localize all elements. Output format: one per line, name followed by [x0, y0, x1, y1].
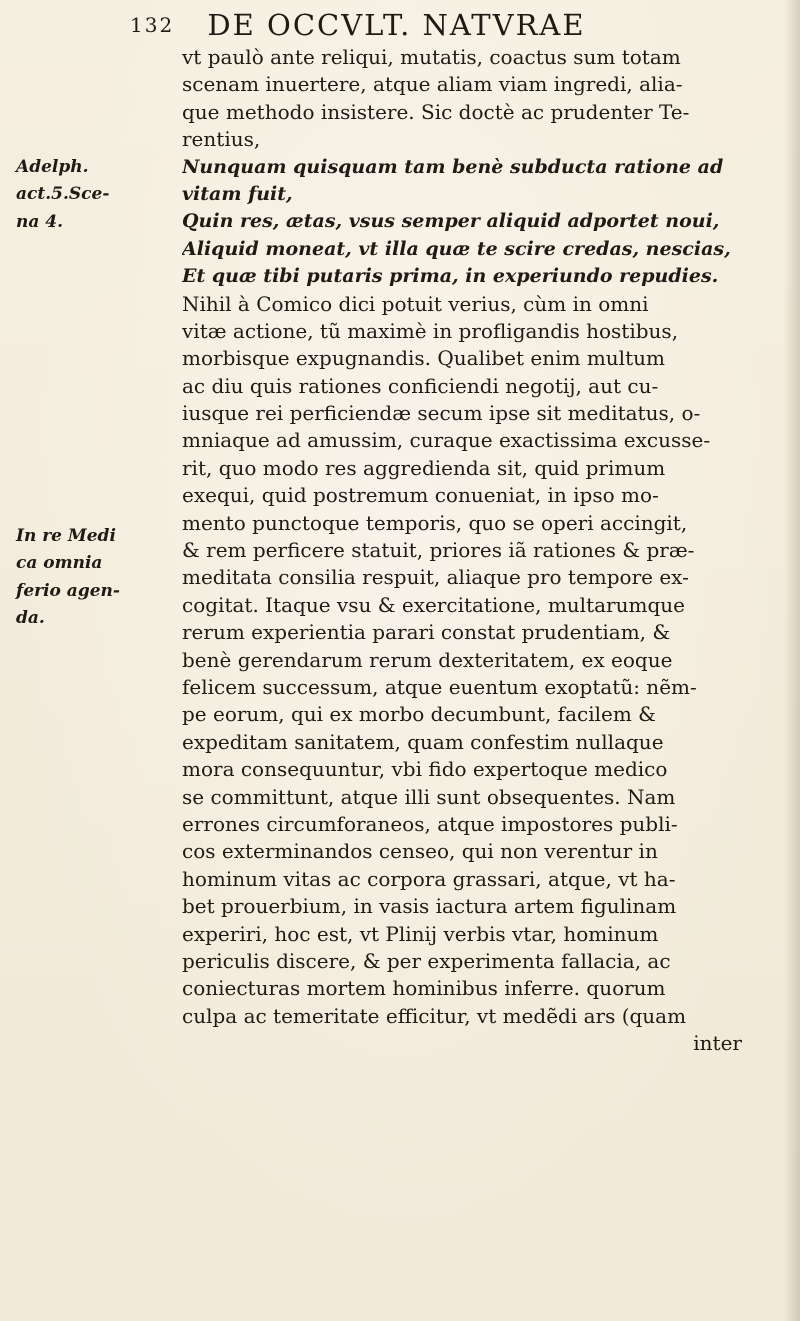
catchword: inter	[693, 1031, 742, 1056]
margin-note-in-re-medica	[16, 523, 176, 633]
text-line: bet prouerbium, in vasis iactura artem figulinam	[182, 894, 677, 919]
text-line: vitæ actione, tũ maximè in profligandis hostibus,	[182, 318, 679, 343]
text-line: & rem perficere statuit, priores iã rationes & præ-	[182, 538, 695, 563]
text-line: expeditam sanitatem, quam confestim nullaque	[182, 729, 664, 754]
text-line: ac diu quis rationes conficiendi negotij, aut cu-	[182, 373, 659, 398]
margin-note-line: act.5.Sce-	[16, 184, 110, 205]
text-line: exequi, quid postremum conueniat, in ipso mo-	[182, 483, 659, 508]
text-line: cos exterminandos censeo, qui non verentur in	[182, 839, 658, 864]
text-line: rit, quo modo res aggredienda sit, quid primum	[182, 455, 666, 480]
text-line: hominum vitas ac corpora grassari, atque, vt ha-	[182, 866, 676, 891]
text-line: meditata consilia respuit, aliaque pro tempore ex-	[182, 565, 689, 590]
text-line: scenam inuertere, atque aliam viam ingredi, alia-	[182, 72, 683, 97]
text-line: culpa ac temeritate efficitur, vt medẽdi ars (quam	[182, 1003, 687, 1028]
text-line: mniaque ad amussim, curaque exactissima excusse-	[182, 428, 711, 453]
verse-line: Quin res, ætas, vsus semper aliquid adportet noui,	[182, 210, 720, 233]
text-line: pe eorum, qui ex morbo decumbunt, facilem &	[182, 702, 656, 727]
text-line: periculis discere, & per experimenta fallacia, ac	[182, 948, 671, 973]
margin-note-line: In re Medi	[16, 526, 116, 546]
margin-note-line: na 4.	[16, 211, 64, 232]
text-line: errones circumforaneos, atque impostores publi-	[182, 811, 678, 836]
text-line: morbisque expugnandis. Qualibet enim multum	[182, 346, 665, 371]
margin-note-adelph	[16, 154, 176, 236]
running-title: DE OCCVLT. NATVRAE	[207, 8, 586, 42]
verse-line: Aliquid moneat, vt illa quæ te scire credas, nescias,	[182, 237, 731, 260]
margin-note-line: Adelph.	[16, 157, 89, 177]
text-line: benè gerendarum rerum dexteritatem, ex eoque	[182, 647, 673, 672]
margin-note-line: ca omnia	[16, 553, 103, 574]
text-line: cogitat. Itaque vsu & exercitatione, multarumque	[182, 592, 685, 617]
text-line: se committunt, atque illi sunt obsequentes. Nam	[182, 784, 676, 809]
text-line: felicem successum, atque euentum exoptatũ: nẽm-	[182, 674, 697, 699]
text-line: que methodo insistere. Sic doctè ac prudenter Te-	[182, 99, 690, 124]
text-line: mento punctoque temporis, quo se operi accingit,	[182, 510, 688, 535]
text-line: experiri, hoc est, vt Plinij verbis vtar, hominum	[182, 921, 659, 946]
page-header	[130, 6, 760, 46]
text-line: mora consequuntur, vbi fido expertoque medico	[182, 757, 668, 782]
text-line: rentius,	[182, 127, 261, 152]
verse-line: Nunquam quisquam tam benè subducta ratione ad	[182, 155, 724, 178]
body-text	[182, 44, 772, 1057]
verse-line: Et quæ tibi putaris prima, in experiundo repudies.	[182, 265, 719, 288]
text-line: vt paulò ante reliqui, mutatis, coactus sum totam	[182, 45, 681, 69]
text-line: coniecturas mortem hominibus inferre. quorum	[182, 976, 666, 1001]
verse-line: vitam fuit,	[182, 182, 293, 205]
text-line: Nihil à Comico dici potuit verius, cùm in omni	[182, 291, 649, 316]
text-line: iusque rei perficiendæ secum ipse sit meditatus, o-	[182, 401, 701, 426]
margin-note-line: ferio agen-	[16, 580, 120, 601]
page-edge-shadow	[784, 0, 800, 1321]
page-number: 132	[130, 13, 175, 37]
margin-note-line: da.	[16, 608, 45, 629]
text-line: rerum experientia parari constat prudentiam, &	[182, 620, 671, 645]
